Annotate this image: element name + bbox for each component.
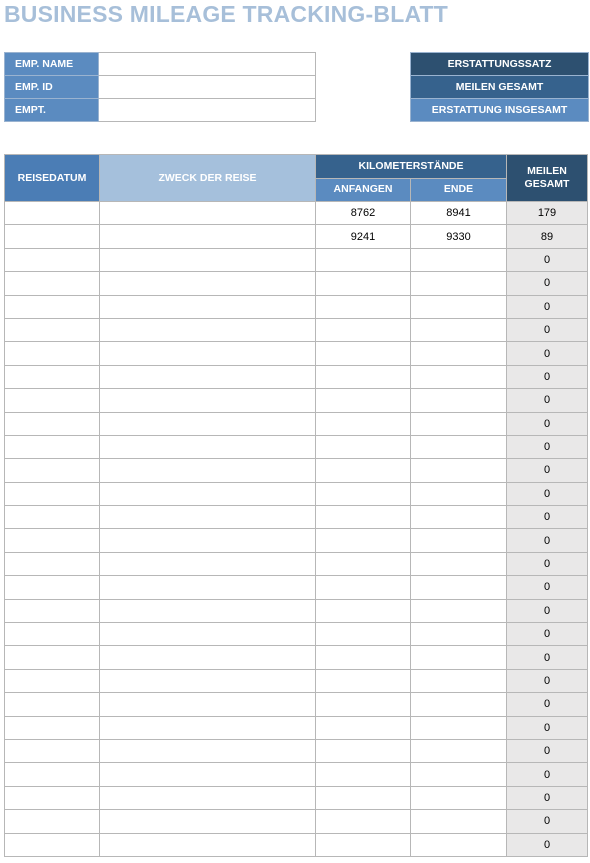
cell-total-miles: 0 (507, 272, 588, 295)
table-row (5, 248, 588, 271)
cell-total-miles: 0 (507, 506, 588, 529)
cell-total-miles: 0 (507, 365, 588, 388)
cell-odometer-start[interactable] (316, 529, 411, 552)
cell-odometer-start[interactable] (316, 810, 411, 833)
table-row (5, 459, 588, 482)
employee-info-table (4, 52, 316, 122)
header-trip-purpose: ZWECK DER REISE (100, 155, 316, 202)
cell-odometer-start[interactable] (316, 786, 411, 809)
employee-id-row (5, 76, 316, 99)
cell-trip-purpose[interactable] (100, 599, 316, 622)
cell-odometer-end[interactable] (411, 389, 507, 412)
cell-odometer-start[interactable] (316, 693, 411, 716)
cell-total-miles: 0 (507, 248, 588, 271)
cell-odometer-start[interactable] (316, 623, 411, 646)
cell-trip-date[interactable] (5, 529, 100, 552)
cell-trip-date[interactable] (5, 272, 100, 295)
table-row (5, 716, 588, 739)
cell-odometer-start[interactable] (316, 342, 411, 365)
cell-trip-purpose[interactable] (100, 693, 316, 716)
mileage-log-body (5, 202, 588, 857)
cell-total-miles: 0 (507, 412, 588, 435)
cell-trip-purpose[interactable] (100, 529, 316, 552)
header-odometer: KILOMETERSTÄNDE (316, 155, 507, 179)
header-total-line1: MEILEN (527, 165, 567, 177)
cell-total-miles: 0 (507, 576, 588, 599)
cell-odometer-start[interactable] (316, 248, 411, 271)
cell-odometer-start[interactable] (316, 272, 411, 295)
table-row (5, 482, 588, 505)
cell-trip-date[interactable] (5, 506, 100, 529)
cell-trip-purpose[interactable] (100, 669, 316, 692)
cell-trip-purpose[interactable] (100, 506, 316, 529)
employee-name-row (5, 53, 316, 76)
cell-trip-purpose[interactable] (100, 716, 316, 739)
cell-trip-purpose[interactable] (100, 342, 316, 365)
cell-total-miles: 0 (507, 435, 588, 458)
cell-trip-purpose[interactable] (100, 810, 316, 833)
cell-total-miles: 179 (507, 202, 588, 225)
table-row (5, 389, 588, 412)
cell-total-miles: 0 (507, 529, 588, 552)
cell-trip-purpose[interactable] (100, 646, 316, 669)
cell-odometer-end[interactable] (411, 295, 507, 318)
cell-trip-date[interactable] (5, 716, 100, 739)
cell-trip-purpose[interactable] (100, 225, 316, 248)
cell-odometer-start[interactable] (316, 763, 411, 786)
cell-odometer-end[interactable] (411, 412, 507, 435)
cell-odometer-start[interactable] (316, 482, 411, 505)
cell-odometer-start[interactable] (316, 599, 411, 622)
cell-trip-date[interactable] (5, 365, 100, 388)
cell-trip-purpose[interactable] (100, 295, 316, 318)
cell-trip-date[interactable] (5, 739, 100, 762)
cell-odometer-end[interactable] (411, 435, 507, 458)
cell-trip-purpose[interactable] (100, 248, 316, 271)
cell-odometer-end[interactable] (411, 342, 507, 365)
cell-trip-date[interactable] (5, 646, 100, 669)
cell-total-miles: 0 (507, 482, 588, 505)
cell-trip-date[interactable] (5, 576, 100, 599)
cell-trip-purpose[interactable] (100, 739, 316, 762)
cell-odometer-end[interactable] (411, 763, 507, 786)
cell-odometer-end[interactable] (411, 786, 507, 809)
cell-trip-date[interactable] (5, 786, 100, 809)
cell-trip-date[interactable] (5, 225, 100, 248)
cell-total-miles: 0 (507, 763, 588, 786)
department-row (5, 99, 316, 122)
cell-total-miles: 0 (507, 786, 588, 809)
cell-trip-purpose[interactable] (100, 552, 316, 575)
cell-trip-purpose[interactable] (100, 202, 316, 225)
cell-odometer-end[interactable] (411, 716, 507, 739)
cell-odometer-start[interactable] (316, 389, 411, 412)
cell-trip-date[interactable] (5, 389, 100, 412)
cell-trip-date[interactable] (5, 318, 100, 341)
cell-trip-purpose[interactable] (100, 786, 316, 809)
cell-odometer-end[interactable] (411, 669, 507, 692)
reimbursement-rate-label: ERSTATTUNGSSATZ (411, 53, 589, 76)
table-row (5, 202, 588, 225)
cell-odometer-end[interactable] (411, 623, 507, 646)
cell-odometer-start[interactable] (316, 576, 411, 599)
table-row (5, 623, 588, 646)
cell-trip-purpose[interactable] (100, 318, 316, 341)
department-label: EMPT. (5, 99, 99, 122)
cell-total-miles: 0 (507, 459, 588, 482)
cell-trip-date[interactable] (5, 693, 100, 716)
cell-trip-date[interactable] (5, 248, 100, 271)
cell-total-miles: 0 (507, 739, 588, 762)
cell-total-miles: 0 (507, 552, 588, 575)
cell-trip-purpose[interactable] (100, 763, 316, 786)
table-row (5, 412, 588, 435)
table-row (5, 435, 588, 458)
cell-trip-date[interactable] (5, 669, 100, 692)
table-row (5, 669, 588, 692)
mileage-log-table (4, 154, 588, 857)
cell-trip-date[interactable] (5, 552, 100, 575)
cell-total-miles: 0 (507, 693, 588, 716)
table-row (5, 529, 588, 552)
table-row (5, 272, 588, 295)
header-odometer-end: ENDE (411, 178, 507, 202)
cell-trip-date[interactable] (5, 412, 100, 435)
header-total-line2: GESAMT (524, 178, 570, 190)
employee-id-label: EMP. ID (5, 76, 99, 99)
cell-total-miles: 0 (507, 833, 588, 856)
table-row (5, 552, 588, 575)
table-row (5, 646, 588, 669)
cell-odometer-start[interactable] (316, 716, 411, 739)
cell-odometer-end[interactable]: 8941 (411, 202, 507, 225)
table-row (5, 318, 588, 341)
cell-odometer-start[interactable] (316, 739, 411, 762)
cell-trip-date[interactable] (5, 342, 100, 365)
cell-odometer-start[interactable] (316, 552, 411, 575)
cell-odometer-start[interactable] (316, 506, 411, 529)
employee-name-field[interactable] (99, 53, 316, 76)
cell-odometer-end[interactable] (411, 506, 507, 529)
cell-trip-purpose[interactable] (100, 272, 316, 295)
cell-total-miles: 0 (507, 599, 588, 622)
cell-trip-date[interactable] (5, 459, 100, 482)
cell-trip-date[interactable] (5, 763, 100, 786)
cell-total-miles: 89 (507, 225, 588, 248)
cell-odometer-start[interactable] (316, 646, 411, 669)
table-row (5, 599, 588, 622)
cell-odometer-start[interactable] (316, 833, 411, 856)
cell-odometer-end[interactable] (411, 739, 507, 762)
employee-name-label: EMP. NAME (5, 53, 99, 76)
table-row (5, 365, 588, 388)
cell-odometer-end[interactable] (411, 810, 507, 833)
cell-trip-purpose[interactable] (100, 365, 316, 388)
table-row (5, 786, 588, 809)
cell-odometer-end[interactable] (411, 693, 507, 716)
cell-odometer-end[interactable] (411, 482, 507, 505)
cell-odometer-end[interactable] (411, 552, 507, 575)
cell-trip-date[interactable] (5, 599, 100, 622)
cell-total-miles: 0 (507, 646, 588, 669)
table-row (5, 833, 588, 856)
cell-odometer-end[interactable] (411, 248, 507, 271)
cell-odometer-end[interactable] (411, 318, 507, 341)
cell-odometer-end[interactable] (411, 599, 507, 622)
cell-odometer-start[interactable] (316, 412, 411, 435)
employee-id-field[interactable] (99, 76, 316, 99)
cell-total-miles: 0 (507, 810, 588, 833)
cell-total-miles: 0 (507, 318, 588, 341)
table-row (5, 693, 588, 716)
cell-odometer-end[interactable]: 9330 (411, 225, 507, 248)
cell-trip-date[interactable] (5, 295, 100, 318)
header-odometer-start: ANFANGEN (316, 178, 411, 202)
reimbursement-summary-table (410, 52, 589, 122)
cell-odometer-start[interactable]: 8762 (316, 202, 411, 225)
cell-total-miles: 0 (507, 623, 588, 646)
cell-trip-purpose[interactable] (100, 412, 316, 435)
cell-trip-date[interactable] (5, 833, 100, 856)
table-row (5, 810, 588, 833)
total-miles-label: MEILEN GESAMT (411, 76, 589, 99)
cell-total-miles: 0 (507, 342, 588, 365)
cell-odometer-end[interactable] (411, 272, 507, 295)
cell-total-miles: 0 (507, 669, 588, 692)
cell-trip-date[interactable] (5, 810, 100, 833)
cell-trip-purpose[interactable] (100, 389, 316, 412)
page-title: BUSINESS MILEAGE TRACKING-BLATT (4, 1, 449, 27)
cell-trip-purpose[interactable] (100, 482, 316, 505)
cell-trip-date[interactable] (5, 202, 100, 225)
cell-odometer-end[interactable] (411, 576, 507, 599)
cell-odometer-start[interactable]: 9241 (316, 225, 411, 248)
cell-trip-purpose[interactable] (100, 623, 316, 646)
cell-odometer-start[interactable] (316, 295, 411, 318)
cell-total-miles: 0 (507, 389, 588, 412)
table-row (5, 295, 588, 318)
cell-odometer-start[interactable] (316, 365, 411, 388)
cell-total-miles: 0 (507, 295, 588, 318)
cell-total-miles: 0 (507, 716, 588, 739)
cell-odometer-end[interactable] (411, 529, 507, 552)
department-field[interactable] (99, 99, 316, 122)
cell-trip-purpose[interactable] (100, 435, 316, 458)
cell-odometer-start[interactable] (316, 459, 411, 482)
total-reimbursement-label: ERSTATTUNG INSGESAMT (411, 99, 589, 122)
cell-odometer-start[interactable] (316, 669, 411, 692)
cell-trip-date[interactable] (5, 482, 100, 505)
table-row (5, 739, 588, 762)
header-trip-date: REISEDATUM (5, 155, 100, 202)
table-row (5, 342, 588, 365)
cell-trip-purpose[interactable] (100, 576, 316, 599)
cell-trip-date[interactable] (5, 623, 100, 646)
table-row (5, 506, 588, 529)
table-row (5, 225, 588, 248)
cell-odometer-end[interactable] (411, 833, 507, 856)
cell-trip-purpose[interactable] (100, 459, 316, 482)
cell-odometer-end[interactable] (411, 646, 507, 669)
header-total-miles (507, 155, 588, 202)
cell-trip-purpose[interactable] (100, 833, 316, 856)
cell-trip-date[interactable] (5, 435, 100, 458)
table-row (5, 763, 588, 786)
cell-odometer-start[interactable] (316, 318, 411, 341)
table-row (5, 576, 588, 599)
cell-odometer-end[interactable] (411, 365, 507, 388)
cell-odometer-start[interactable] (316, 435, 411, 458)
cell-odometer-end[interactable] (411, 459, 507, 482)
